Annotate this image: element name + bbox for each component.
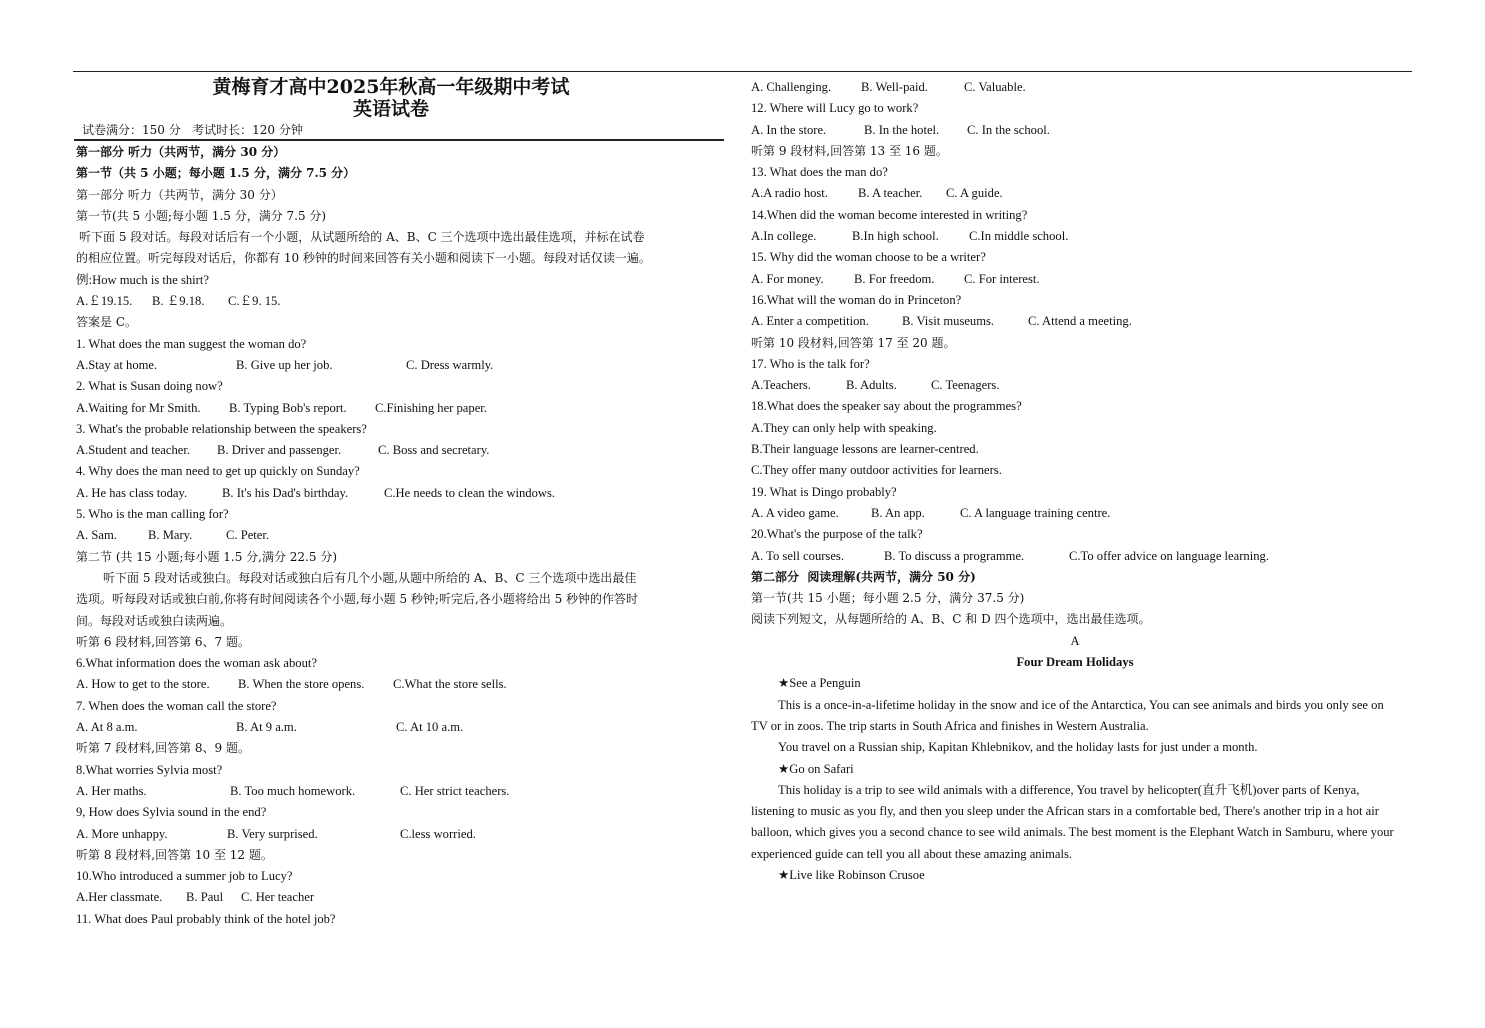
question-13: 13. What does the man do? (751, 165, 888, 180)
question-8: 8.What worries Sylvia most? (76, 762, 223, 777)
option-b: B. When the store opens. (238, 677, 365, 692)
question-19: 19. What is Dingo probably? (751, 484, 897, 499)
option-a: A.Student and teacher. (76, 443, 191, 458)
option-b: B. To discuss a programme. (884, 548, 1025, 563)
holiday-1-title: ★See a Penguin (778, 676, 861, 691)
option-a: A. For money. (751, 271, 824, 286)
option-a: A.￡19.15. (76, 294, 133, 309)
question-3-options (76, 440, 726, 461)
part2-heading: 第二部分 阅读理解(共两节，满分 50 分) (751, 569, 976, 584)
question-18-option-c: C.They offer many outdoor activities for learners. (751, 463, 1002, 478)
question-9: 9, How does Sylvia sound in the end? (76, 805, 267, 820)
option-c: C. A guide. (946, 186, 1003, 201)
material-9-note: 听第 9 段材料,回答第 13 至 16 题。 (751, 143, 948, 158)
option-a: A.Waiting for Mr Smith. (76, 400, 201, 415)
material-10-note: 听第 10 段材料,回答第 17 至 20 题。 (751, 335, 956, 350)
option-a: A. Sam. (76, 528, 117, 543)
question-16: 16.What will the woman do in Princeton? (751, 292, 962, 307)
section2-heading: 第二节 (共 15 小题;每小题 1.5 分,满分 22.5 分) (76, 549, 337, 564)
question-16-options (751, 311, 1399, 332)
question-2-options (76, 398, 726, 419)
option-c: C. In the school. (967, 122, 1050, 137)
question-8-options (76, 781, 726, 802)
example-question: 例:How much is the shirt? (76, 272, 209, 287)
option-c: C.less worried. (400, 826, 476, 841)
instructions2-line3: 间。每段对话或独白读两遍。 (76, 613, 233, 628)
question-6-options (76, 674, 726, 695)
option-a: A. Enter a competition. (751, 314, 869, 329)
option-b: B. Adults. (846, 378, 897, 393)
option-b: B. A teacher. (858, 186, 923, 201)
option-a: A.Her classmate. (76, 890, 163, 905)
question-15-options (751, 269, 1399, 290)
option-c: C.He needs to clean the windows. (384, 485, 556, 500)
question-6: 6.What information does the woman ask about? (76, 656, 317, 671)
right-column (751, 77, 1399, 886)
question-15: 15. Why did the woman choose to be a writer? (751, 250, 986, 265)
question-17: 17. Who is the talk for? (751, 356, 870, 371)
material-6-note: 听第 6 段材料,回答第 6、7 题。 (76, 634, 250, 649)
question-4-options (76, 483, 726, 504)
question-17-options (751, 375, 1399, 396)
instructions1-line1: 听下面 5 段对话。每段对话后有一个小题，从试题所给的 A、B、C 三个选项中选出最佳选项，并标在试卷 (79, 230, 645, 245)
option-b: B. Paul (186, 890, 224, 905)
holiday-2-paragraph-1: This holiday is a trip to see wild animals with a difference, You travel by helicopter(直升飞机)over parts of Kenya, listening to music as you fly, and then you sleep under the African stars in a comfortable bed, There's another trip in a hot air balloon, which gives you a second chance to see wild animals. The best moment is the Elephant Watch in Samburu, where your experienced guide can tell you all about these amazing animals. (751, 782, 1394, 861)
option-a: A. How to get to the store. (76, 677, 210, 692)
option-c: C. Her strict teachers. (400, 783, 510, 798)
option-b: B. For freedom. (854, 271, 935, 286)
option-b: B. It's his Dad's birthday. (222, 485, 349, 500)
section1-heading: 第一节（共 5 小题；每小题 1.5 分，满分 7.5 分） (76, 166, 356, 181)
option-b: B. Mary. (148, 528, 193, 543)
question-14-options (751, 226, 1399, 247)
option-b: B. Visit museums. (902, 314, 995, 329)
question-10: 10.Who introduced a summer job to Lucy? (76, 869, 293, 884)
question-5: 5. Who is the man calling for? (76, 507, 229, 522)
question-19-options (751, 503, 1399, 524)
option-b: B. In the hotel. (864, 122, 940, 137)
question-7: 7. When does the woman call the store? (76, 698, 277, 713)
part2-section1-heading: 第一节(共 15 小题；每小题 2.5 分，满分 37.5 分) (751, 591, 1025, 606)
question-11: 11. What does Paul probably think of the hotel job? (76, 911, 336, 926)
option-c: C. Attend a meeting. (1028, 314, 1132, 329)
option-c: C.￡9. 15. (228, 294, 281, 309)
option-c: C. Her teacher (241, 890, 315, 905)
option-a: A.Teachers. (751, 378, 811, 393)
option-a: A. More unhappy. (76, 826, 168, 841)
option-b: B. Well-paid. (861, 80, 928, 94)
option-c: C.What the store sells. (393, 677, 507, 692)
option-c: C. Boss and secretary. (378, 443, 490, 458)
part2-instructions: 阅读下列短文，从每题所给的 A、B、C 和 D 四个选项中，选出最佳选项。 (751, 612, 1151, 627)
question-1: 1. What does the man suggest the woman do? (76, 336, 307, 351)
passage-title: Four Dream Holidays (1016, 655, 1134, 670)
option-a: A. Challenging. (751, 80, 832, 94)
part1-heading: 第一部分 听力（共两节，满分 30 分） (76, 145, 286, 159)
option-b: B. An app. (871, 505, 925, 520)
exam-title: 黄梅育才高中2025年秋高一年级期中考试 (212, 76, 570, 98)
option-c: C. Valuable. (964, 80, 1026, 94)
question-3: 3. What's the probable relationship between the speakers? (76, 421, 367, 436)
option-a: A. A video game. (751, 505, 839, 520)
question-18: 18.What does the speaker say about the programmes? (751, 399, 1022, 414)
question-18-option-a: A.They can only help with speaking. (751, 420, 937, 435)
question-2: 2. What is Susan doing now? (76, 379, 223, 394)
option-b: B. ￡9.18. (152, 294, 205, 309)
holiday-1-paragraph-1: This is a once-in-a-lifetime holiday in the snow and ice of the Antarctica, You can see animals and birds you only see on TV or in zoos. The trip starts in South Africa and finishes in Western Australia. (751, 697, 1384, 733)
option-a: A.In college. (751, 229, 817, 244)
option-b: B. Driver and passenger. (217, 443, 342, 458)
question-1-options (76, 355, 726, 376)
option-a: A. In the store. (751, 122, 827, 137)
question-14: 14.When did the woman become interested in writing? (751, 207, 1028, 222)
option-a: A. To sell courses. (751, 548, 844, 563)
question-4: 4. Why does the man need to get up quickly on Sunday? (76, 464, 360, 479)
holiday-2-title: ★Go on Safari (778, 761, 854, 776)
option-b: B. Typing Bob's report. (229, 400, 347, 415)
option-b: B. At 9 a.m. (236, 720, 297, 735)
holiday-1-paragraph-2: You travel on a Russian ship, Kapitan Khlebnikov, and the holiday lasts for just under a month. (778, 740, 1258, 755)
passage-letter: A (1070, 633, 1080, 648)
material-7-note: 听第 7 段材料,回答第 8、9 题。 (76, 741, 250, 756)
option-a: A. Her maths. (76, 783, 147, 798)
holiday-3-title: ★Live like Robinson Crusoe (778, 867, 925, 882)
option-c: C.In middle school. (969, 229, 1069, 244)
example-answer: 答案是 C。 (76, 315, 137, 330)
section1-plain: 第一节(共 5 小题;每小题 1.5 分，满分 7.5 分) (76, 208, 327, 223)
left-column (76, 72, 726, 930)
instructions2-line2: 选项。听每段对话或独白前,你将有时间阅读各个小题,每小题 5 秒钟;听完后,各小题将给出 5 秒钟的作答时 (76, 592, 639, 607)
exam-subtitle: 英语试卷 (352, 98, 429, 120)
part1-plain: 第一部分 听力（共两节，满分 30 分） (76, 187, 283, 202)
option-b: B. Very surprised. (227, 826, 318, 841)
option-a: A.A radio host. (751, 186, 828, 201)
question-20-options (751, 546, 1399, 567)
option-c: C. For interest. (964, 271, 1040, 286)
question-12: 12. Where will Lucy go to work? (751, 101, 919, 116)
option-b: B. Too much homework. (230, 783, 356, 798)
option-c: C. A language training centre. (960, 505, 1111, 520)
material-8-note: 听第 8 段材料,回答第 10 至 12 题。 (76, 847, 273, 862)
question-5-options (76, 525, 726, 546)
exam-meta: 试卷满分：150 分 考试时长：120 分钟 (82, 123, 303, 137)
option-b: B.In high school. (852, 229, 939, 244)
question-12-options (751, 120, 1399, 141)
option-a: A. At 8 a.m. (76, 720, 138, 735)
question-10-options (76, 887, 726, 908)
instructions2-line1: 听下面 5 段对话或独白。每段对话或独白后有几个小题,从题中所给的 A、B、C 三个选项中选出最佳 (103, 570, 637, 585)
question-18-option-b: B.Their language lessons are learner-centred. (751, 442, 979, 457)
option-c: C.To offer advice on language learning. (1069, 548, 1269, 563)
option-c: C. At 10 a.m. (396, 720, 464, 735)
question-7-options (76, 717, 726, 738)
option-a: A. He has class today. (76, 485, 188, 500)
question-9-options (76, 824, 726, 845)
question-11-options (751, 77, 1399, 98)
option-c: C. Dress warmly. (406, 357, 494, 372)
option-b: B. Give up her job. (236, 357, 333, 372)
question-13-options (751, 183, 1399, 204)
header-divider (74, 139, 724, 141)
instructions1-line2: 的相应位置。听完每段对话后，你都有 10 秒钟的时间来回答有关小题和阅读下一小题。每段对话仅读一遍。 (76, 251, 651, 266)
option-c: C.Finishing her paper. (375, 400, 487, 415)
option-c: C. Peter. (226, 528, 270, 543)
example-options (76, 291, 726, 312)
option-c: C. Teenagers. (931, 378, 1000, 393)
question-20: 20.What's the purpose of the talk? (751, 527, 923, 542)
option-a: A.Stay at home. (76, 357, 158, 372)
